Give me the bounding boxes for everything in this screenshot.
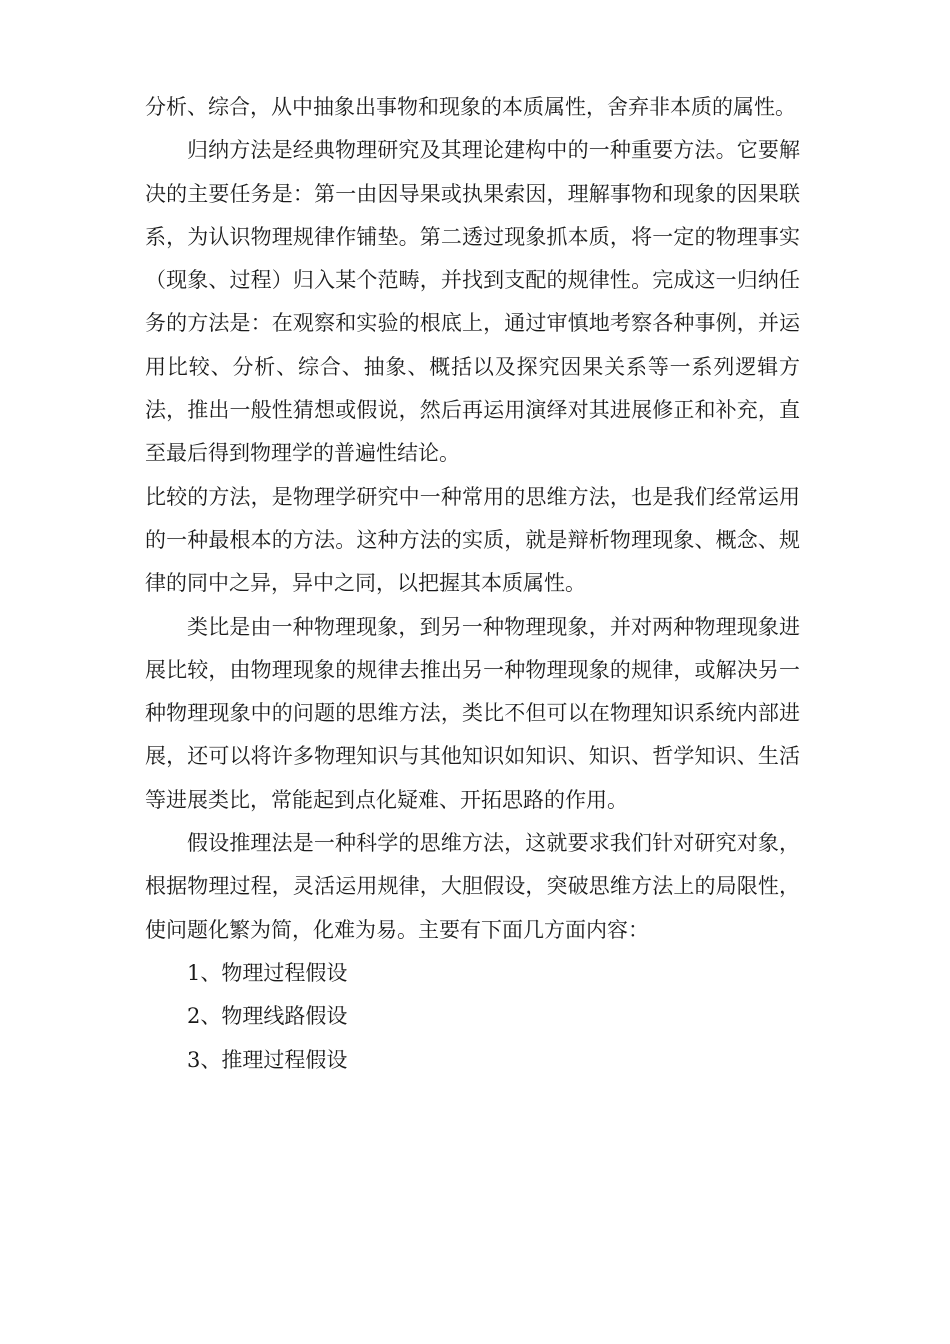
paragraph-comparison-method: 比较的方法，是物理学研究中一种常用的思维方法，也是我们经常运用的一种最根本的方法。这种方法的实质，就是辩析物理现象、概念、规律的同中之异，异中之同，以把握其本质属性。 bbox=[145, 484, 800, 596]
list-item-reasoning-hypothesis: 3、推理过程假设 bbox=[187, 1047, 348, 1072]
list-item-process-hypothesis: 1、物理过程假设 bbox=[187, 960, 348, 985]
list-item-circuit-hypothesis: 2、物理线路假设 bbox=[187, 1004, 348, 1029]
paragraph-continuation: 分析、综合，从中抽象出事物和现象的本质属性，舍弃非本质的属性。 bbox=[145, 95, 796, 119]
document-page bbox=[145, 86, 800, 1082]
paragraph-induction-method: 归纳方法是经典物理研究及其理论建构中的一种重要方法。它要解决的主要任务是：第一由因导果或执果索因，理解事物和现象的因果联系，为认识物理规律作铺垫。第二透过现象抓本质，将一定的物理事实（现象、过程）归入某个范畴，并找到支配的规律性。完成这一归纳任务的方法是：在观察和实验的根底上，通过审慎地考察各种事例，并运用比较、分析、综合、抽象、概括以及探究因果关系等一系列逻辑方法，推出一般性猜想或假说，然后再运用演绎对其进展修正和补充，直至最后得到物理学的普遍性结论。 bbox=[145, 138, 800, 466]
paragraph-hypothesis-method: 假设推理法是一种科学的思维方法，这就要求我们针对研究对象，根据物理过程，灵活运用规律，大胆假设，突破思维方法上的局限性，使问题化繁为简，化难为易。主要有下面几方面内容： bbox=[145, 831, 800, 942]
paragraph-analogy-method: 类比是由一种物理现象，到另一种物理现象，并对两种物理现象进展比较，由物理现象的规律去推出另一种物理现象的规律，或解决另一种物理现象中的问题的思维方法，类比不但可以在物理知识系统内部进展，还可以将许多物理知识与其他知识如知识、知识、哲学知识、生活等进展类比，常能起到点化疑难、开拓思路的作用。 bbox=[145, 614, 800, 812]
